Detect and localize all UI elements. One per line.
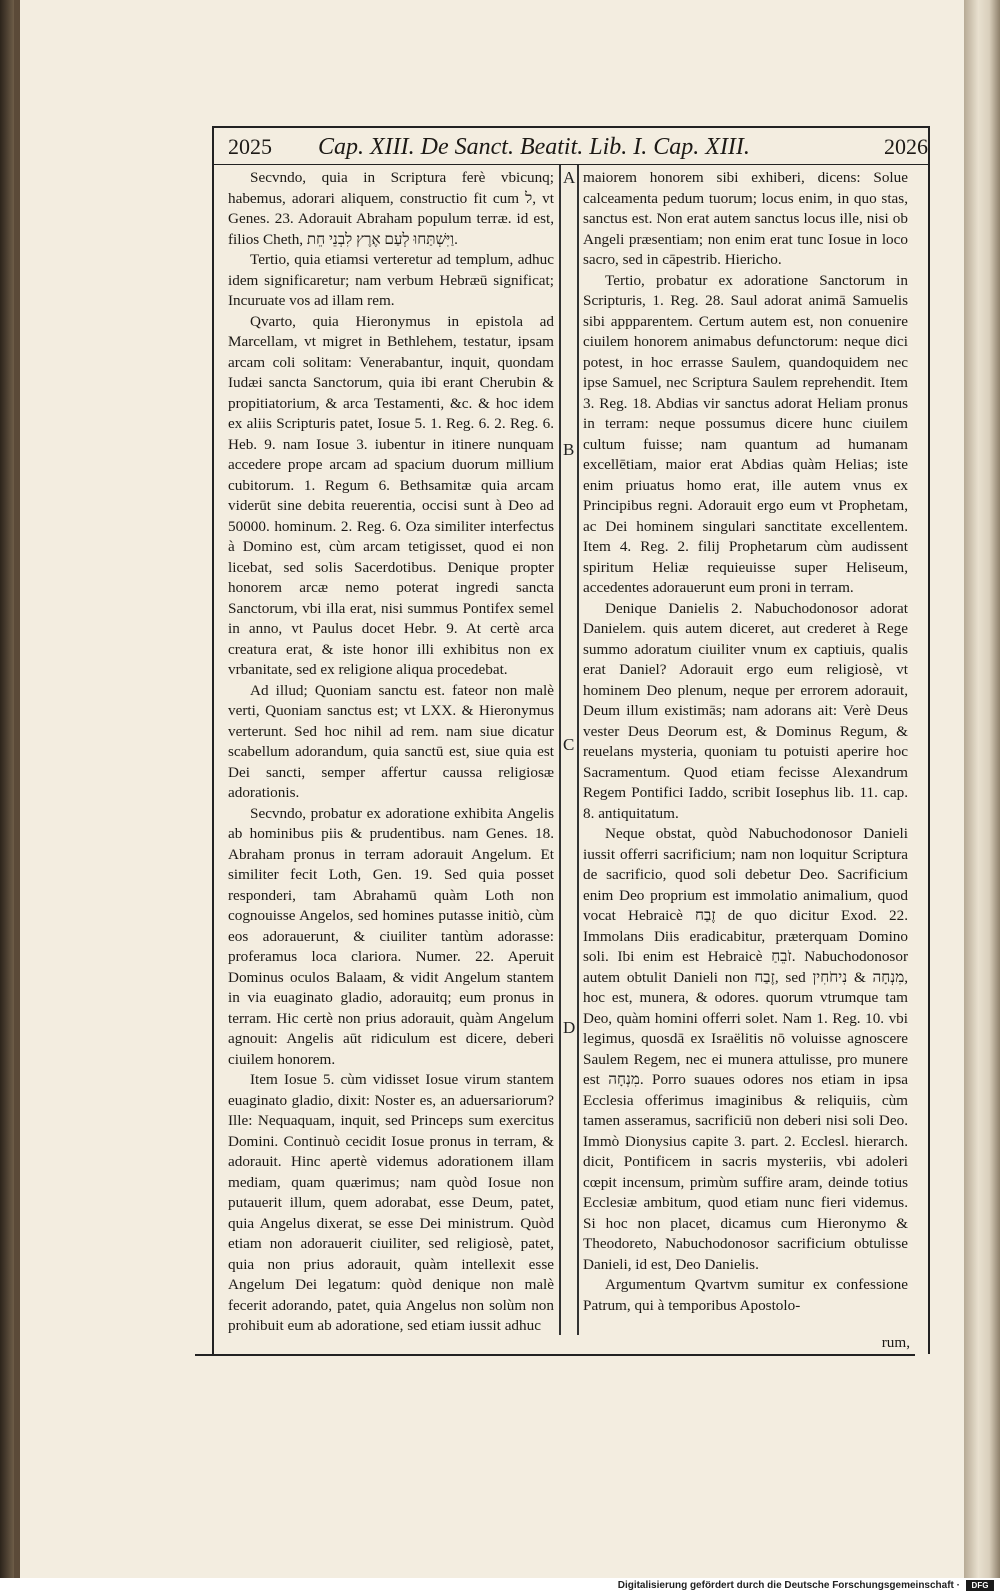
paragraph: Secvndo, probatur ex adoratione exhibita Angelis ab hominibus piis & prudentibus. nam Genes. 18. Abraham pronus in terram adorauit Angelum. Et similiter fecit Loth, Gen. 19. Sed quia posset responderi, tam Abrahamū quàm Loth non cognouisse Angelos, sed homines putasse initiò, cùm eos adorauerunt, & ciuiliter tantùm adorasse: proferamus loca clariora. Numer. 22. Aperuit Dominus oculos Balaam, & vidit Angelum stantem in via euaginato gladio, adorauitq; eum pronus in terram. Hic certè non prius adorauit, quàm Angelum agnouit: Angelis aūt ridiculum est dicere, deberi ciuilem honorem.: [228, 804, 554, 1068]
paragraph: Tertio, quia etiamsi verteretur ad templum, adhuc idem significaretur; nam verbum Hebræū significat; Incuruate vos ad illam rem.: [228, 251, 554, 309]
header-rule: [214, 164, 928, 165]
facing-page-edge: [964, 0, 1000, 1578]
paragraph: Item Iosue 5. cùm vidisset Iosue virum stantem euaginato gladio, dixit: Noster es, an aduersariorum? Ille: Nequaquam, inquit, sed Princeps sum exercitus Domini. Continuò cecidit Iosue pronus in terram, & adorauit. Hinc apertè videmus adorationem illam mediam, quam quærimus; nam quòd Iosue non putauerit illum, quem adorabat, esse Deum, patet, quia Angelus dixerat, se esse Dei ministrum. Quòd etiam non adorauerit ciuiliter, sed religiosè, patet, quia non prius adorauit, quàm intellexit esse Angelum Dei legatum: quòd denique non malè fecerit adorando, patet, quia Angelus non solùm non prohibuit eum ab adoratione, sed etiam iussit adhuc: [228, 1071, 554, 1334]
paragraph: Secvndo, quia in Scriptura ferè vbicunq; habemus, adorari aliquem, constructio fit cum ל, vt Genes. 23. Adorauit Abraham populum terræ. id est, filios Cheth, וַיִּשְׁתַּחוּ לְעַם אֶרֶץ לִבְנֵי חֵת.: [228, 169, 554, 248]
frame-right-rule: [928, 126, 930, 1354]
footer-bar: [0, 1578, 1000, 1593]
frame-left-rule: [212, 126, 214, 1354]
section-marker-d: D: [563, 1018, 576, 1037]
paragraph: Tertio, probatur ex adoratione Sanctorum in Scripturis, 1. Reg. 28. Saul adorat animā Samuelis sibi appparentem. Certum autem est, non conuenire ciuilem honorem animabus defunctorum: neque dici potest, in hoc errasse Saulem, quandoquidem nec ipse Samuel, nec Scriptura Saulem reprehendit. Item 3. Reg. 18. Abdias vir sanctus adorat Heliam pronus in terram: neque possumus dicere hunc ciuilem cultum fuisse; nam quantum ad humanam excellētiam, maior erat Abdias quàm Helias; iste enim priuatus homo erat, ille autem vnus ex Principibus regni. Adorauit ergo eum vt Prophetam, ac Dei hominem singulari sanctitate excellentem. Item 4. Reg. 2. filij Prophetarum cùm audissent spiritum Heliæ requieuisse super Heliseum, accedentes adorauerunt eum proni in terram.: [583, 271, 908, 596]
catchword: rum,: [881, 1334, 910, 1351]
column-divider-right: [577, 165, 579, 1335]
paragraph: Denique Danielis 2. Nabuchodonosor adorat Danielem. quis autem diceret, aut crederet à Rege summo adoratum ciuiliter vnum ex captiuis, qualis erat Daniel? Adorauit ergo eum religiosè, vt hominem Deo plenum, neque per errorem adorauit, Deum illum existimās; nam adorans ait: Verè Deus vester Deus Deorum est, & Dominus Regum, & reuelans mysteria, quoniam tu potuisti aperire hoc Sacramentum. Quod etiam fecisse Alexandrum Regem Pontifici Iaddo, scribit Iosephus lib. 11. cap. 8. antiquitatum.: [583, 599, 908, 822]
frame-bottom-rule: [195, 1354, 915, 1356]
section-marker-a: A: [563, 168, 576, 187]
page-number-right: 2026: [884, 134, 928, 159]
section-marker-c: C: [563, 735, 575, 754]
right-text-column: [583, 168, 908, 1316]
book-spine-edge: [0, 0, 14, 1578]
paragraph: Ad illud; Quoniam sanctu est. fateor non malè verti, Quoniam sanctus est; vt LXX. & Hieronymus verterunt. Sed hoc nihil ad rem. nam siue dicatur scabellum adorandum, quia sanctū est, siue quia est Dei sancti, semper affertur caussa religiosæ adorationis.: [228, 681, 554, 801]
page-header: [228, 134, 928, 164]
column-divider-left: [559, 165, 561, 1335]
paragraph: Neque obstat, quòd Nabuchodonosor Danieli iussit offerri sacrificium; nam non loquitur Scriptura de sacrificio, quod soli debetur Deo. Sacrificium enim Deo proprium est immolatio animalium, quod vocat Hebraicè זֶבַח de quo dicitur Exod. 22. Immolans Diis eradicabitur, præterquam Domino soli. Ibi enim est Hebraicè זֹבֵחַ. Nabuchodonosor autem obtulit Danieli non זֶבַח, sed מִנְחָה & נִיחֹחִין, hoc est, munera, & odores. quorum vtrumque tam Deo, quàm homini offerri solet. Nam 1. Reg. 10. vbi legimus, quosdā ex Israëlitis nō voluisse agnoscere Saulem Regem, nec ei munera attulisse, pro munere est מִנְחָה. Porro suaues odores nos etiam in ipsa Ecclesia offerimus imaginibus & reliquiis, cùm tamen asseramus, sacrificiū non deberi nisi soli Deo. Immò Dionysius capite 3. part. 2. Ecclesl. hierarch. dicit, Pontificem in sacris mysteriis, vbi adoleri cœpit incensum, primùm suffire aram, deinde totius Ecclesiæ ambitum, quod etiam nunc fieri videmus. Si hoc non placet, dicamus cum Hieronymo & Theodoreto, Nabuchodonosor sacrificium obtulisse Danieli, id est, Deo Danielis.: [583, 825, 909, 1273]
page-number-left: 2025: [228, 134, 272, 159]
funding-credit: Digitalisierung gefördert durch die Deutsche Forschungsgemeinschaft ·: [617, 1580, 960, 1591]
paragraph: maiorem honorem sibi exhiberi, dicens: Solue calceamenta pedum tuorum; locus enim, in quo stas, sanctus est. Non erat autem sanctus locus ille, nisi ob Angeli præsentiam; non enim erat tunc Iosue in loco sacro, sed in cāpestrib. Hiericho.: [583, 169, 908, 268]
dfg-logo: DFG: [966, 1580, 994, 1591]
paragraph: Qvarto, quia Hieronymus in epistola ad Marcellam, vt migret in Bethlehem, testatur, ipsam arcam coli solitam: Venerabantur, inquit, quondam Iudæi sancta Sanctorum, quia ibi erant Cherubin & propitiatorium, & arca Testamenti, &c. & hoc idem ex aliis Scripturis patet, Iosue 5. 1. Reg. 6. 2. Reg. 6. Heb. 9. nam Iosue 3. iubentur in itinere nunquam accedere prope arcam ad spacium duorum millium cubitorum. 1. Regum 6. Bethsamitæ quia arcam viderūt sine debita reuerentia, occisi sunt à Deo ad 50000. hominum. 2. Reg. 6. Oza similiter interfectus à Domino est, cùm arcam tetigisset, quod ei non licebat, sed solis Sacerdotibus. Denique propter honorem arcæ nemo poterat ingredi sancta Sanctorum, vbi illa erat, nisi summus Pontifex semel in anno, vt Paulus docet Hebr. 9. At certè arca creatura erat, & iste honor illi exhibitus non ex vrbanitate, sed ex religione aliqua procedebat.: [228, 312, 554, 678]
frame-top-rule: [212, 126, 930, 128]
paragraph: Argumentum Qvartvm sumitur ex confessione Patrum, qui à temporibus Apostolo-: [583, 1276, 908, 1314]
left-text-column: [228, 168, 554, 1337]
section-marker-b: B: [563, 440, 575, 459]
running-title: Cap. XIII. De Sanct. Beatit. Lib. I. Cap. XIII.: [318, 134, 750, 160]
